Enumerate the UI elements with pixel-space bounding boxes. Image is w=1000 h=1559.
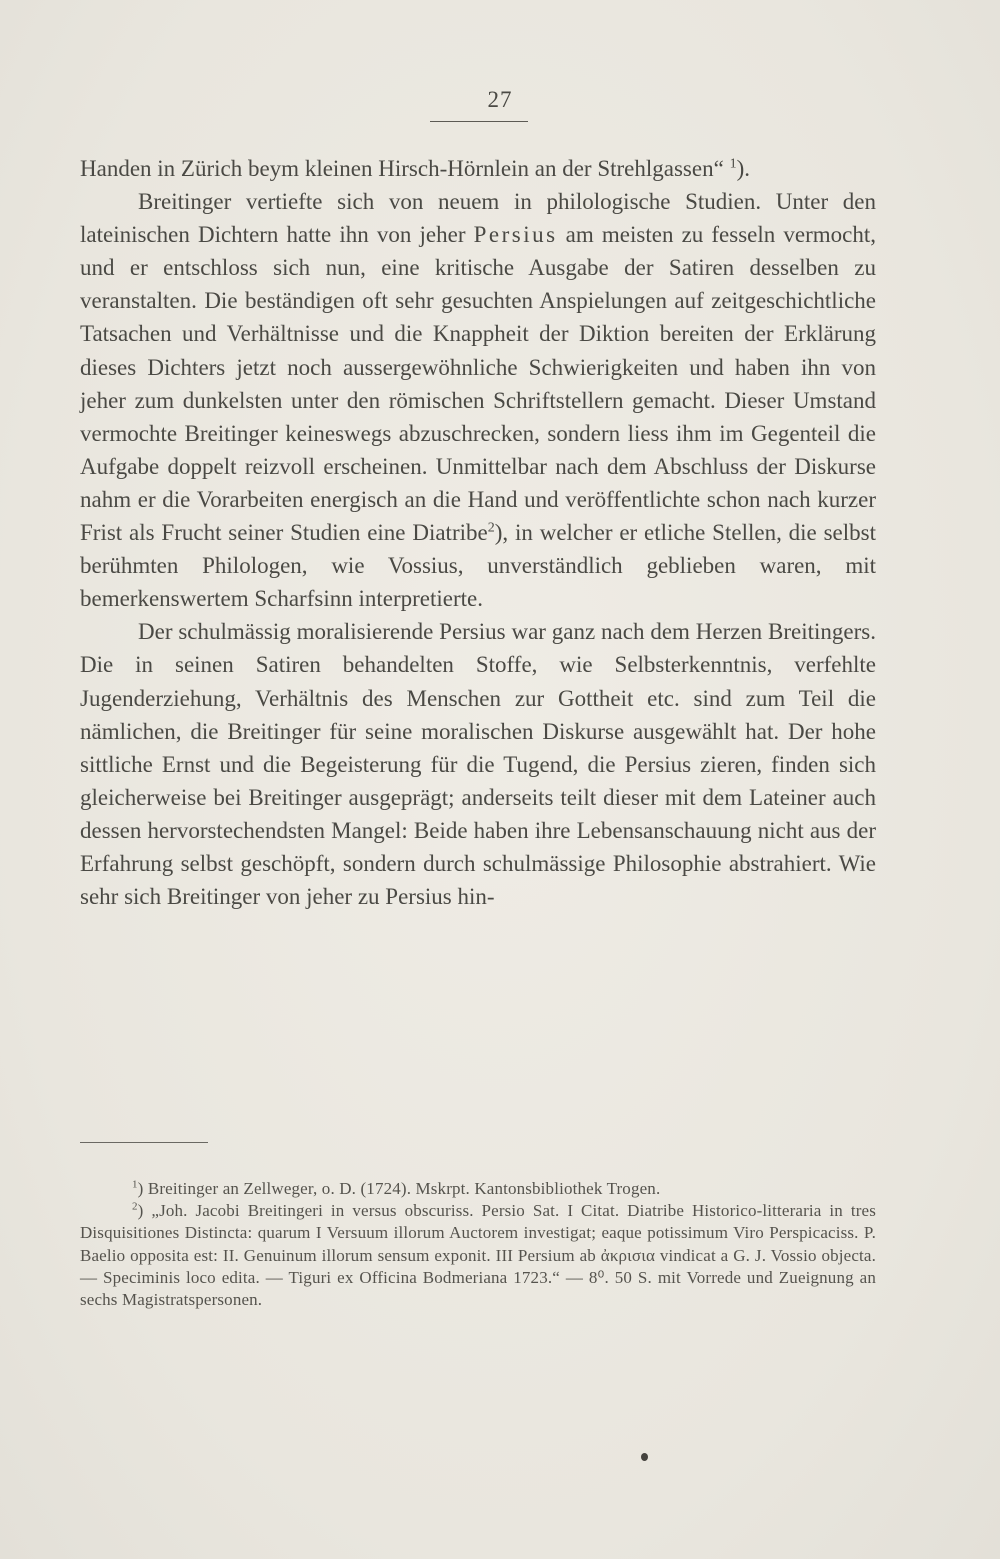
body-text: [80, 152, 876, 913]
paragraph-2: [80, 185, 876, 615]
footnote-1: [80, 1178, 876, 1200]
ink-dot-mark: [641, 1453, 648, 1461]
paragraph-1: [80, 152, 876, 185]
paragraph-text: ), in welcher er etliche Stellen, die selbst berühmten Philologen, wie Vossius, unverständlich geblieben waren, mit bemerkenswertem Scharfsinn interpretierte.: [80, 520, 876, 612]
page-number: 27: [487, 87, 513, 112]
paragraph-text: Breitinger vertiefte sich von neuem in philologische Studien. Unter den lateinischen Dichtern hatte ihn von jeher: [80, 189, 876, 248]
footnote-ref: 1: [729, 156, 737, 172]
footnote-marker: 1: [132, 1178, 138, 1191]
footnote-ref: 2: [487, 520, 495, 536]
footnote-text: ) „Joh. Jacobi Breitingeri in versus obscuriss. Persio Sat. I Citat. Diatribe Historico-litteraria in tres Disquisitiones Distincta: quarum I Versuum illorum Auctorem investigat; eaque potissimum Viro Perspicaciss. P. Baelio opposita est: II. Genuinum illorum sensum exponit. III Persium ab ἀκρισια vindicat a G. J. Vossio objecta. — Speciminis loco edita. — Tiguri ex Officina Bodmeriana 1723.“ — 8⁰. 50 S. mit Vorrede und Zueignung an sechs Magistratspersonen.: [80, 1201, 876, 1310]
footnote-separator: [80, 1142, 208, 1143]
footnotes: [80, 1178, 876, 1311]
page-number-rule: [430, 121, 528, 122]
paragraph-text: am meisten zu fesseln vermocht, und er entschloss sich nun, eine kritische Ausgabe der Satiren desselben zu veranstalten. Die beständigen oft sehr gesuchten Anspielungen auf zeitgeschichtliche Tatsachen und Verhältnisse und die Knappheit der Diktion bereiten der Erklärung dieses Dichters jetzt noch aussergewöhnliche Schwierigkeiten und haben ihn von jeher zum dunkelsten unter den römischen Schriftstellern gemacht. Dieser Umstand vermochte Breitinger keineswegs abzuschrecken, sondern liess ihm im Gegenteil die Aufgabe doppelt reizvoll erscheinen. Unmittelbar nach dem Abschluss der Diskurse nahm er die Vorarbeiten energisch an die Hand und veröffentlichte schon nach kurzer Frist als Frucht seiner Studien eine Diatribe: [80, 222, 876, 546]
footnote-text: ) Breitinger an Zellweger, o. D. (1724). Mskrpt. Kantonsbibliothek Trogen.: [137, 1179, 661, 1198]
emphasized-name: Persius: [473, 222, 558, 248]
paragraph-text: ).: [736, 156, 750, 181]
paragraph-3: Der schulmässig moralisierende Persius war ganz nach dem Herzen Breitingers. Die in seinen Satiren behandelten Stoffe, wie Selbsterkenntnis, verfehlte Jugenderziehung, Verhältnis des Menschen zur Gottheit etc. sind zum Teil die nämlichen, die Breitinger für seine moralischen Diskurse ausgewählt hat. Der hohe sittliche Ernst und die Begeisterung für die Tugend, die Persius zieren, finden sich gleicherweise bei Breitinger ausgeprägt; anderseits teilt dieser mit dem Lateiner auch dessen hervorstechendsten Mangel: Beide haben ihre Lebensanschauung nicht aus der Erfahrung selbst geschöpft, sondern durch schulmässige Philosophie abstrahiert. Wie sehr sich Breitinger von jeher zu Persius hin-: [80, 619, 876, 910]
footnote-2: [80, 1200, 876, 1311]
footnote-marker: 2: [132, 1200, 138, 1213]
paragraph-text: Handen in Zürich beym kleinen Hirsch-Hörnlein an der Strehlgassen“: [80, 156, 730, 181]
